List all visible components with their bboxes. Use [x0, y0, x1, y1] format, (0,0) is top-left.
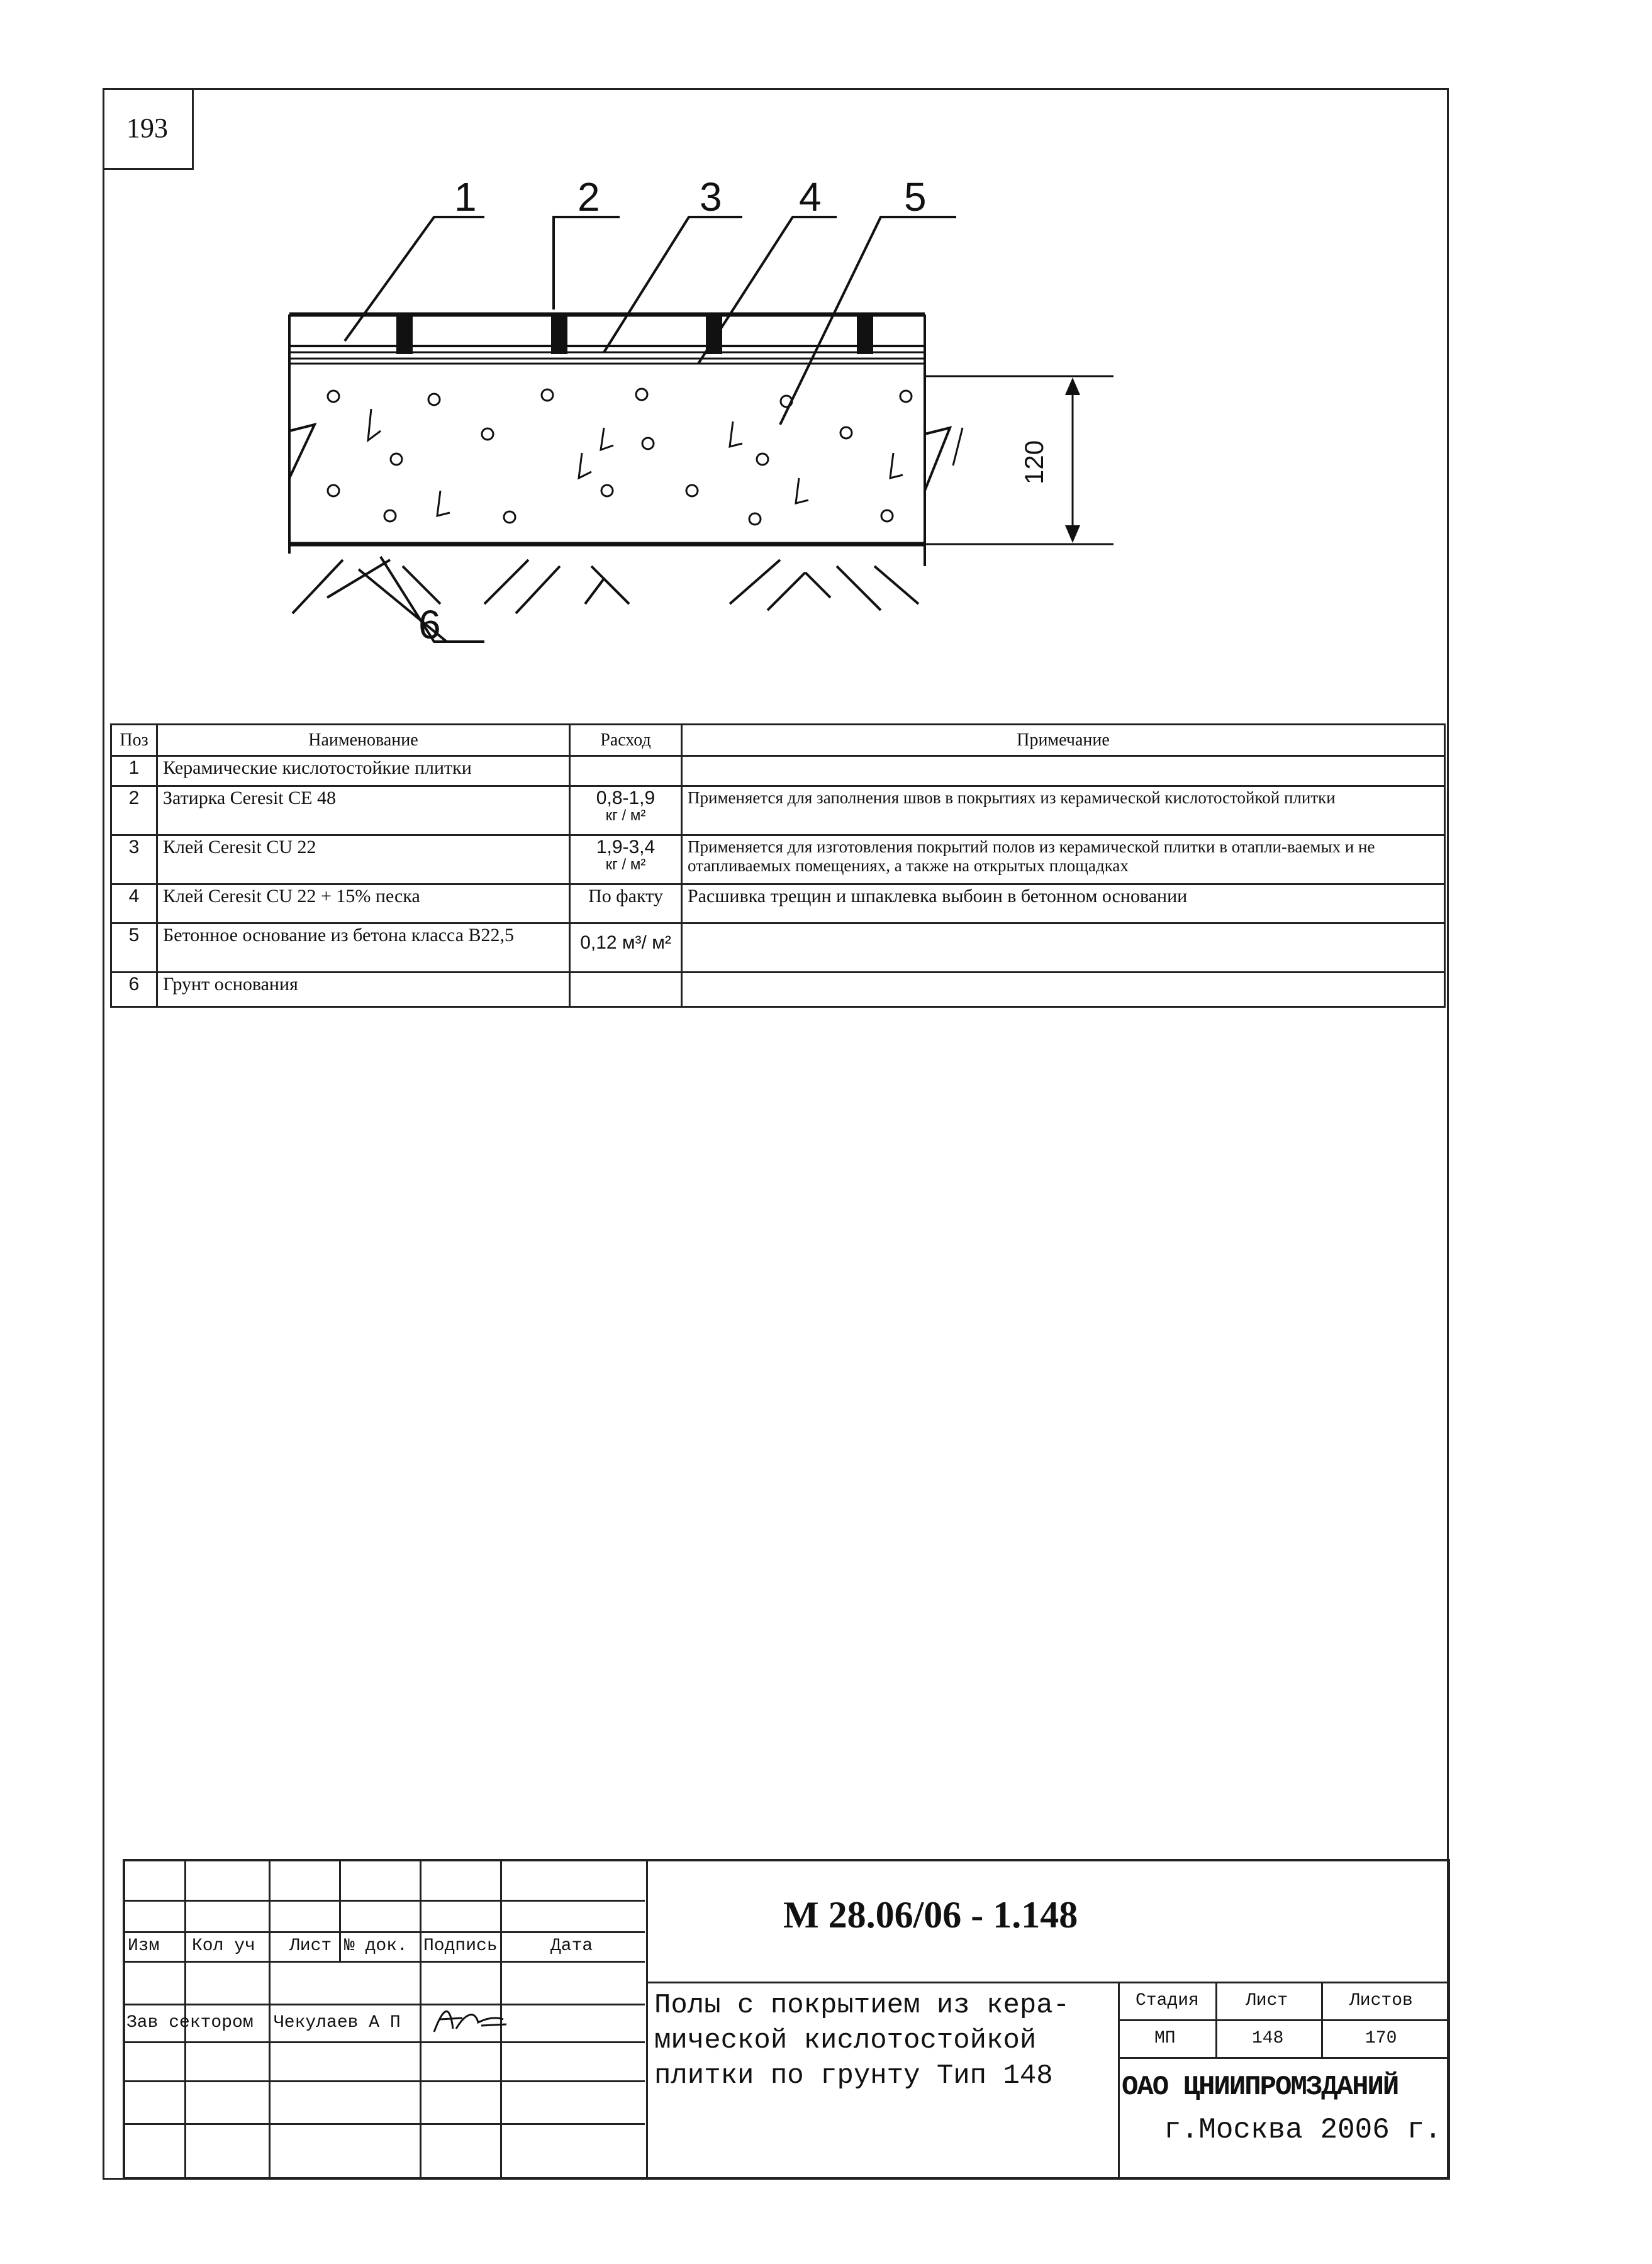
sheets-value: 170	[1365, 2029, 1397, 2048]
col-date: Дата	[550, 1936, 593, 1956]
sheet-value: 148	[1252, 2029, 1284, 2048]
city-year: г.Москва 2006 г.	[1164, 2114, 1442, 2146]
sheets-label: Листов	[1349, 1991, 1413, 2010]
col-signature: Подпись	[423, 1936, 498, 1956]
sheet-number: 193	[103, 88, 194, 170]
table-row: 3 Клей Ceresit CU 22 1,9-3,4 кг / м² Применяется для изготовления покрытий полов из керамической плитки в отапли-ваемых и не отапливаемых помещениях, а также на открытых площадках	[111, 835, 1445, 884]
callout-6: 6	[418, 602, 441, 647]
floor-section-drawing	[252, 164, 1132, 686]
organization: ОАО ЦНИИПРОМЗДАНИЙ	[1122, 2072, 1398, 2103]
signature	[428, 2000, 510, 2038]
callout-3: 3	[700, 174, 722, 220]
header-name: Наименование	[157, 725, 570, 756]
col-izm: Изм	[128, 1936, 160, 1956]
dimension-120: 120	[1019, 440, 1049, 484]
table-row: 4 Клей Ceresit CU 22 + 15% песка По факту Расшивка трещин и шпаклевка выбоин в бетонном основании	[111, 884, 1445, 923]
stage-value: МП	[1154, 2029, 1176, 2048]
col-kol-uch: Кол уч	[192, 1936, 255, 1956]
doc-code: М 28.06/06 - 1.148	[783, 1894, 1078, 1936]
table-row: 6 Грунт основания	[111, 973, 1445, 1007]
table-row: 2 Затирка Ceresit CE 48 0,8-1,9 кг / м² Применяется для заполнения швов в покрытиях из керамической кислотостойкой плитки	[111, 786, 1445, 835]
sheet-title: Полы с покрытием из кера- мической кислотостойкой плитки по грунту Тип 148	[654, 1990, 1070, 2092]
table-row: 5 Бетонное основание из бетона класса В22,5 0,12 м³/ м²	[111, 923, 1445, 973]
role-label: Зав сектором	[126, 2013, 254, 2033]
specification-table	[110, 723, 1446, 1008]
header-consumption: Расход	[570, 725, 682, 756]
callout-1: 1	[454, 174, 477, 220]
col-list: Лист	[289, 1936, 332, 1956]
title-block	[123, 1859, 1450, 2180]
header-pos: Поз	[111, 725, 157, 756]
table-row: 1 Керамические кислотостойкие плитки	[111, 756, 1445, 786]
callout-5: 5	[904, 174, 927, 220]
callout-2: 2	[578, 174, 600, 220]
sheet-label: Лист	[1246, 1991, 1288, 2010]
callout-4: 4	[799, 174, 822, 220]
spec-header-row	[111, 725, 1445, 756]
person-name: Чекулаев А П	[274, 2013, 401, 2033]
col-doc-no: № док.	[344, 1936, 408, 1956]
stage-label: Стадия	[1136, 1991, 1199, 2010]
header-note: Примечание	[682, 725, 1445, 756]
